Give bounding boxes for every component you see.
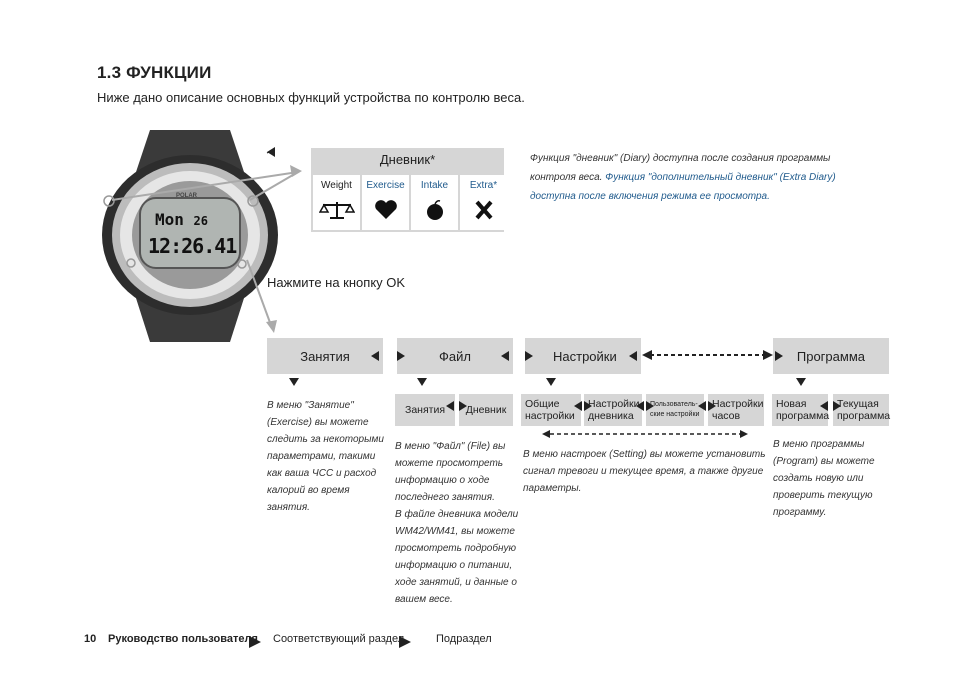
menu-prev-icon (501, 351, 509, 361)
settings-sub-watch[interactable]: Настройки часов (708, 394, 764, 426)
footer-section: Соответствующий раздел (273, 633, 405, 645)
sub-next-icon (584, 401, 592, 411)
menu-next-icon (525, 351, 533, 361)
sub-prev-icon (574, 401, 582, 411)
footer-arrow-icon (249, 636, 261, 648)
diary-exercise: Exercise (362, 175, 409, 230)
footer-arrow-icon (399, 636, 411, 648)
diary-intake: Intake (411, 175, 458, 230)
file-sub-exercise[interactable]: Занятия (395, 394, 455, 426)
desc-settings: В меню настроек (Setting) вы можете установить сигнал тревоги и текущее время, а также другие параметры. (523, 449, 766, 494)
sub-next-icon (833, 401, 841, 411)
page-title: 1.3 ФУНКЦИИ (97, 63, 212, 82)
footer-guide: Руководство пользователя (108, 633, 258, 645)
down-arrow-icon (417, 378, 427, 386)
watch-time: 12:26.41 (148, 234, 237, 258)
diary-panel (311, 148, 504, 232)
x-icon (472, 199, 496, 221)
sub-prev-icon (636, 401, 644, 411)
sub-next-icon (646, 401, 654, 411)
desc-program: В меню программы (Program) вы можете создать новую или проверить текущую программу. (773, 439, 875, 518)
sub-next-icon (708, 401, 716, 411)
menu-next-icon (397, 351, 405, 361)
settings-sub-general[interactable]: Общие настройки (521, 394, 581, 426)
down-arrow-icon (796, 378, 806, 386)
menu-settings[interactable]: Настройки (525, 338, 641, 374)
apple-icon (423, 199, 447, 221)
sub-prev-icon (446, 401, 454, 411)
sub-next-icon (459, 401, 467, 411)
desc-exercise: В меню "Занятие" (Exercise) вы можете следить за некоторыми параметрами, такими как ваша ЧСС и расход калорий во время занятия. (267, 400, 384, 513)
down-arrow-icon (289, 378, 299, 386)
scale-icon (319, 199, 355, 221)
heart-icon (374, 199, 398, 221)
footer-subsection: Подраздел (436, 633, 492, 645)
page-subtitle: Ниже дано описание основных функций устройства по контролю веса. (97, 90, 525, 105)
down-arrow-icon (546, 378, 556, 386)
dashed-connector (640, 340, 775, 370)
menu-exercise[interactable]: Занятия (267, 338, 383, 374)
menu-next-icon (775, 351, 783, 361)
sub-prev-icon (820, 401, 828, 411)
diary-note: Функция "дневник" (Diary) доступна после создания программы контроля веса. Функция "дополнительный дневник" (Extra Diary) доступна после включения режима ее просмотра. (530, 153, 836, 202)
menu-program[interactable]: Программа (773, 338, 889, 374)
settings-loop-connector (540, 427, 750, 441)
diary-weight: Weight (313, 175, 360, 230)
settings-sub-diary[interactable]: Настройки дневника (584, 394, 642, 426)
menu-file[interactable]: Файл (397, 338, 513, 374)
menu-prev-icon (629, 351, 637, 361)
diary-extra: Extra* (460, 175, 507, 230)
diary-title: Дневник* (379, 152, 436, 167)
watch-brand: POLAR (176, 193, 197, 199)
menu-prev-icon (371, 351, 379, 361)
page-number: 10 (84, 633, 97, 645)
file-sub-diary[interactable]: Дневник (459, 394, 513, 426)
program-sub-new[interactable]: Новая программа (772, 394, 828, 426)
settings-sub-user[interactable]: Пользователь-ские настройки (646, 394, 704, 426)
back-arrow-icon (267, 147, 275, 157)
program-sub-current[interactable]: Текущая программа (833, 394, 889, 426)
sub-prev-icon (698, 401, 706, 411)
press-ok-label: Нажмите на кнопку OK (267, 275, 406, 290)
watch-day: Mon 26 (155, 210, 208, 229)
desc-file: В меню "Файл" (File) вы можете просмотреть информацию о ходе последнего занятия. В файле дневника модели WM42/WM41, вы можете просмотреть подробную информацию о питании, ходе занятий, и данные о вашем весе. (395, 441, 519, 605)
